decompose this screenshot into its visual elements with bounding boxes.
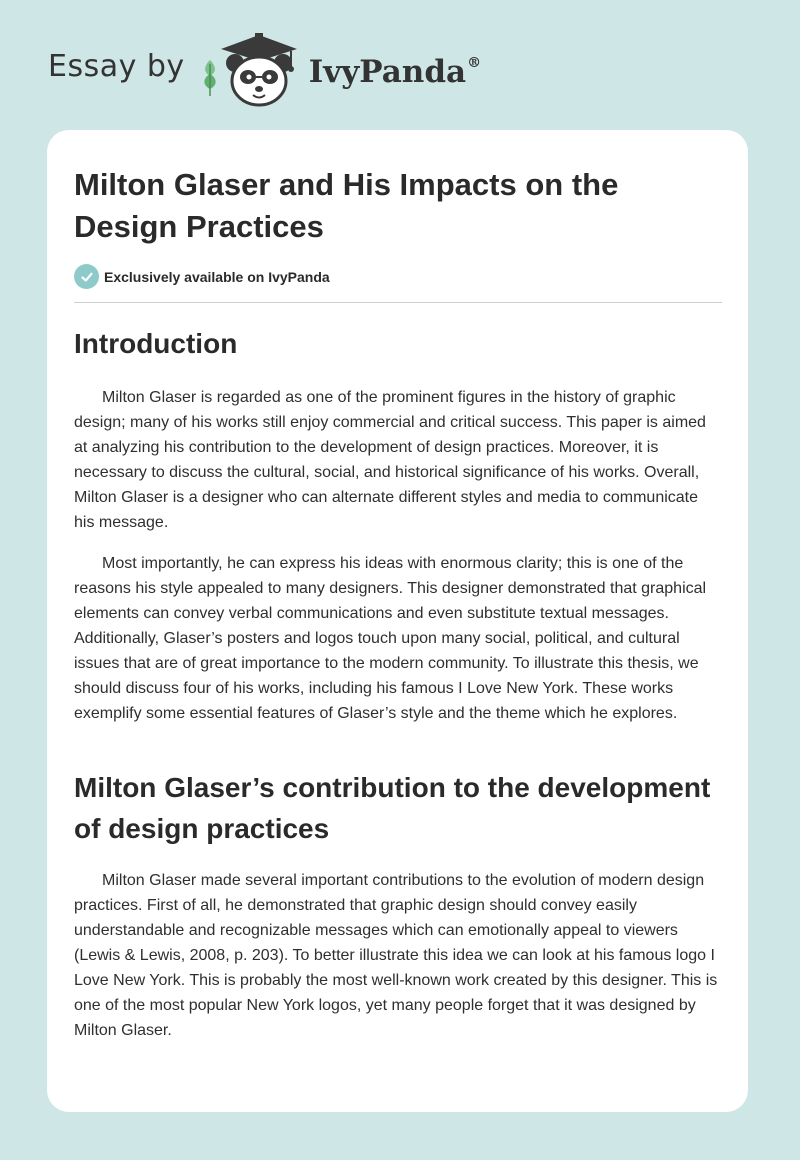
paragraph: Milton Glaser is regarded as one of the prominent figures in the history of graphic design; many of his works still enjoy commercial and critical success. This paper is aimed at analyzing his contribution to the development of design practices. Moreover, it is necessary to discuss the cultural, social, and historical significance of his works. Overall, Milton Glaser is a designer who can alternate different styles and media to communicate his message. bbox=[74, 389, 706, 531]
brand-name[interactable]: IvyPanda® bbox=[308, 54, 482, 90]
check-circle-icon bbox=[74, 264, 99, 289]
exclusive-badge-text: Exclusively available on IvyPanda bbox=[104, 268, 330, 285]
title-divider bbox=[74, 302, 722, 303]
paragraph: Most importantly, he can express his ideas with enormous clarity; this is one of the reasons his style appealed to many designers. This designer demonstrated that graphical elements can convey verbal communications and even substitute textual messages. Additionally, Glaser’s posters and logos touch upon many social, political, and cultural issues that are of great importance to the modern community. To illustrate this thesis, we should discuss four of his works, including his famous I Love New York. These works exemplify some essential features of Glaser’s style and the theme which he explores. bbox=[74, 555, 707, 722]
ivy-leaf-icon bbox=[199, 58, 221, 98]
essay-by-label: Essay by bbox=[48, 48, 185, 84]
page-title: Milton Glaser and His Impacts on the Design Practices bbox=[74, 167, 619, 244]
panda-graduate-icon[interactable] bbox=[217, 31, 301, 109]
paragraph: Milton Glaser made several important contributions to the evolution of modern design practices. First of all, he demonstrated that graphic design should convey easily understandable and recognizable messages which can emotionally appeal to viewers (Lewis & Lewis, 2008, p. 203). To better illustrate this idea we can look at his famous logo I Love New York. This is probably the most well-known work created by this designer. This is one of the most popular New York logos, yet many people forget that it was designed by Milton Glaser. bbox=[74, 872, 718, 1039]
section-heading-introduction: Introduction bbox=[74, 328, 238, 359]
section-heading-contribution: Milton Glaser’s contribution to the development of design practices bbox=[74, 772, 711, 844]
registered-mark: ® bbox=[467, 54, 482, 71]
site-header bbox=[48, 30, 481, 110]
exclusive-badge bbox=[74, 264, 330, 289]
essay-card bbox=[47, 130, 748, 1112]
